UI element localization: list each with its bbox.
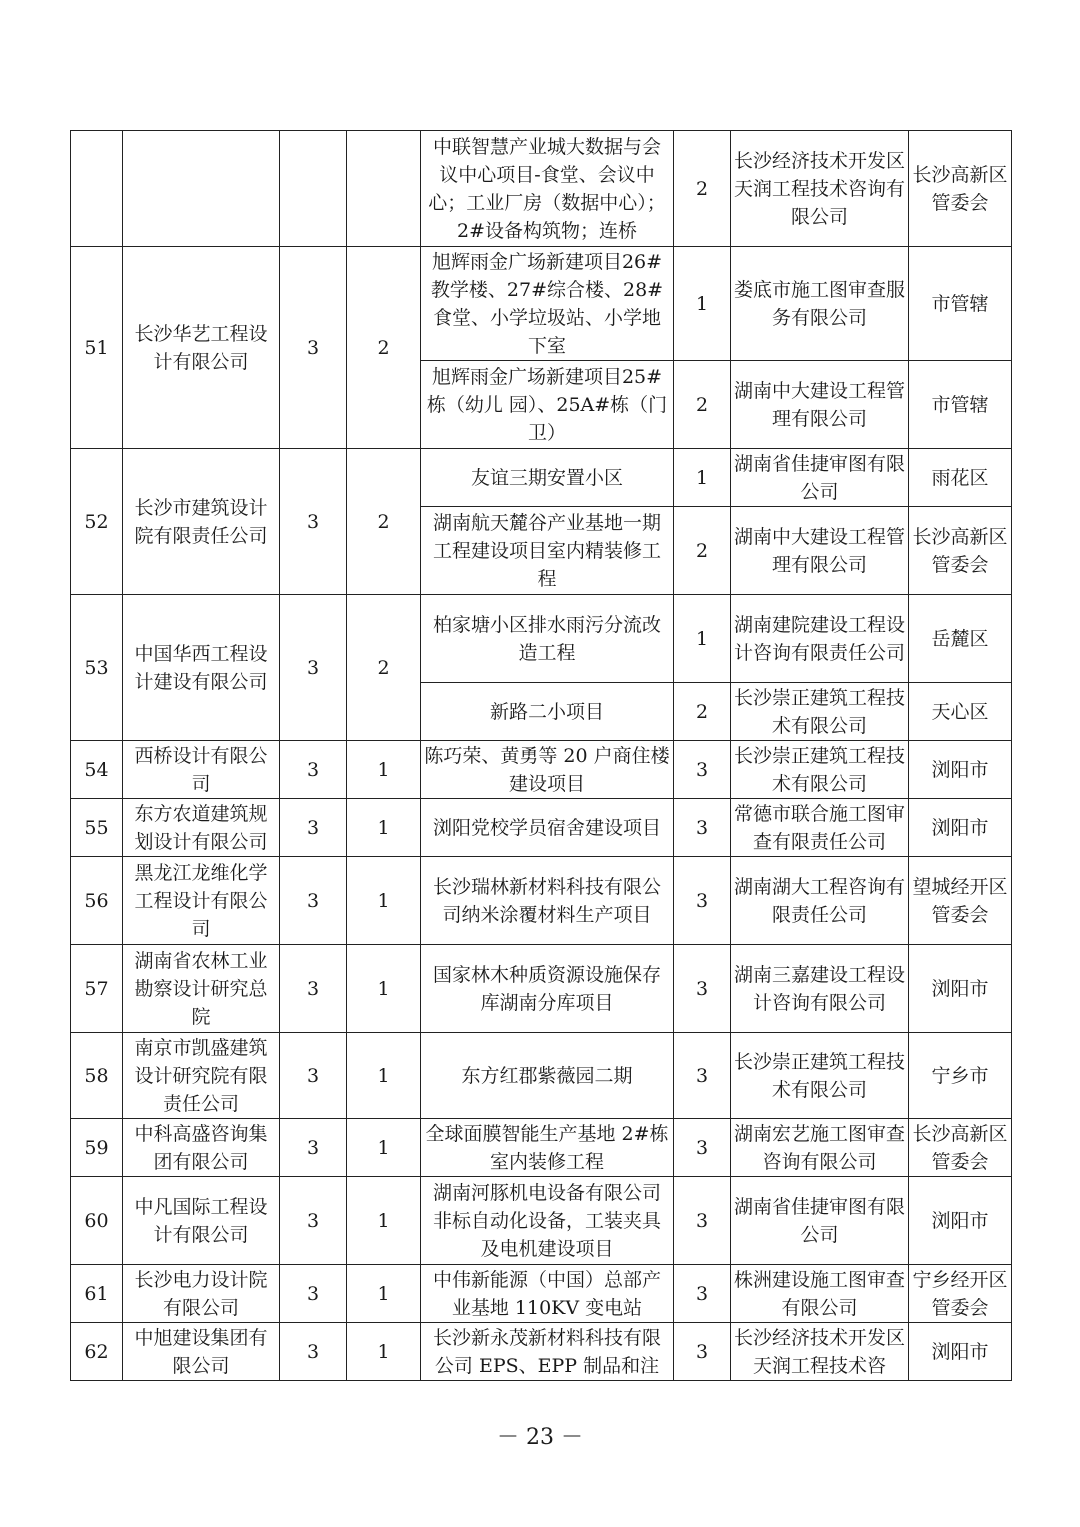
- col-b-cell: 1: [347, 1323, 421, 1381]
- col-b-cell: 1: [347, 945, 421, 1033]
- reviewer-cell: 湖南省佳捷审图有限公司: [731, 1177, 909, 1265]
- reviewer-cell: 湖南中大建设工程管理有限公司: [731, 361, 909, 449]
- project-review-table: [70, 130, 1012, 1381]
- col-a-cell: 3: [280, 741, 347, 799]
- authority-cell: 市管辖: [909, 361, 1012, 449]
- row-number-cell: 62: [71, 1323, 123, 1381]
- authority-cell: 望城经开区管委会: [909, 857, 1012, 945]
- project-cell: 长沙瑞林新材料科技有限公司纳米涂覆材料生产项目: [421, 857, 674, 945]
- authority-cell: 长沙高新区管委会: [909, 131, 1012, 247]
- col-b-cell: 2: [347, 247, 421, 449]
- count-cell: 3: [674, 741, 731, 799]
- authority-cell: 浏阳市: [909, 1323, 1012, 1381]
- reviewer-cell: 湖南中大建设工程管理有限公司: [731, 507, 909, 595]
- reviewer-cell: 长沙崇正建筑工程技术有限公司: [731, 1033, 909, 1119]
- project-cell: 友谊三期安置小区: [421, 449, 674, 507]
- project-cell: 国家林木种质资源设施保存库湖南分库项目: [421, 945, 674, 1033]
- count-cell: 3: [674, 857, 731, 945]
- authority-cell: 宁乡经开区管委会: [909, 1265, 1012, 1323]
- authority-cell: 浏阳市: [909, 799, 1012, 857]
- row-number-cell: 55: [71, 799, 123, 857]
- row-number-cell: [71, 131, 123, 247]
- authority-cell: 雨花区: [909, 449, 1012, 507]
- count-cell: 3: [674, 1033, 731, 1119]
- reviewer-cell: 湖南湖大工程咨询有限责任公司: [731, 857, 909, 945]
- reviewer-cell: 湖南省佳捷审图有限公司: [731, 449, 909, 507]
- authority-cell: 天心区: [909, 683, 1012, 741]
- authority-cell: 宁乡市: [909, 1033, 1012, 1119]
- col-a-cell: 3: [280, 1033, 347, 1119]
- company-cell: 中国华西工程设计建设有限公司: [123, 595, 280, 741]
- project-cell: 长沙新永茂新材料科技有限公司 EPS、EPP 制品和注: [421, 1323, 674, 1381]
- count-cell: 3: [674, 799, 731, 857]
- col-b-cell: 1: [347, 1033, 421, 1119]
- reviewer-cell: 长沙崇正建筑工程技术有限公司: [731, 683, 909, 741]
- row-number-cell: 53: [71, 595, 123, 741]
- table-row: [71, 1177, 1012, 1265]
- row-number-cell: 52: [71, 449, 123, 595]
- table-row: [71, 247, 1012, 361]
- col-a-cell: [280, 131, 347, 247]
- count-cell: 1: [674, 449, 731, 507]
- project-cell: 中伟新能源（中国）总部产业基地 110KV 变电站: [421, 1265, 674, 1323]
- project-cell: 湖南航天麓谷产业基地一期工程建设项目室内精装修工程: [421, 507, 674, 595]
- row-number-cell: 56: [71, 857, 123, 945]
- authority-cell: 浏阳市: [909, 945, 1012, 1033]
- row-number-cell: 60: [71, 1177, 123, 1265]
- project-cell: 旭辉雨金广场新建项目26#教学楼、27#综合楼、28#食堂、小学垃圾站、小学地下室: [421, 247, 674, 361]
- project-cell: 陈巧荣、黄勇等 20 户商住楼建设项目: [421, 741, 674, 799]
- table-row: [71, 595, 1012, 683]
- col-a-cell: 3: [280, 247, 347, 449]
- reviewer-cell: 常德市联合施工图审查有限责任公司: [731, 799, 909, 857]
- table-row: [71, 945, 1012, 1033]
- col-a-cell: 3: [280, 945, 347, 1033]
- reviewer-cell: 长沙经济技术开发区天润工程技术咨询有限公司: [731, 131, 909, 247]
- company-cell: [123, 131, 280, 247]
- reviewer-cell: 长沙经济技术开发区天润工程技术咨: [731, 1323, 909, 1381]
- table-row: [71, 1265, 1012, 1323]
- reviewer-cell: 湖南三嘉建设工程设计咨询有限公司: [731, 945, 909, 1033]
- col-a-cell: 3: [280, 449, 347, 595]
- company-cell: 中科高盛咨询集团有限公司: [123, 1119, 280, 1177]
- count-cell: 2: [674, 507, 731, 595]
- table-row: [71, 857, 1012, 945]
- table-row: [71, 1119, 1012, 1177]
- count-cell: 3: [674, 1177, 731, 1265]
- table-row: [71, 1323, 1012, 1381]
- company-cell: 南京市凯盛建筑设计研究院有限责任公司: [123, 1033, 280, 1119]
- table-row: [71, 449, 1012, 507]
- count-cell: 3: [674, 1323, 731, 1381]
- company-cell: 中旭建设集团有限公司: [123, 1323, 280, 1381]
- col-b-cell: 1: [347, 857, 421, 945]
- col-a-cell: 3: [280, 1177, 347, 1265]
- authority-cell: 市管辖: [909, 247, 1012, 361]
- table-row: [71, 131, 1012, 247]
- project-cell: 柏家塘小区排水雨污分流改造工程: [421, 595, 674, 683]
- company-cell: 东方农道建筑规划设计有限公司: [123, 799, 280, 857]
- authority-cell: 长沙高新区管委会: [909, 1119, 1012, 1177]
- reviewer-cell: 娄底市施工图审查服务有限公司: [731, 247, 909, 361]
- count-cell: 3: [674, 1119, 731, 1177]
- authority-cell: 长沙高新区管委会: [909, 507, 1012, 595]
- project-cell: 全球面膜智能生产基地 2#栋室内装修工程: [421, 1119, 674, 1177]
- reviewer-cell: 湖南宏艺施工图审查咨询有限公司: [731, 1119, 909, 1177]
- col-a-cell: 3: [280, 1265, 347, 1323]
- company-cell: 中凡国际工程设计有限公司: [123, 1177, 280, 1265]
- authority-cell: 浏阳市: [909, 1177, 1012, 1265]
- count-cell: 1: [674, 595, 731, 683]
- col-b-cell: 1: [347, 741, 421, 799]
- col-a-cell: 3: [280, 857, 347, 945]
- count-cell: 1: [674, 247, 731, 361]
- col-a-cell: 3: [280, 1119, 347, 1177]
- count-cell: 3: [674, 945, 731, 1033]
- col-b-cell: 1: [347, 1265, 421, 1323]
- table-row: [71, 741, 1012, 799]
- reviewer-cell: 湖南建院建设工程设计咨询有限责任公司: [731, 595, 909, 683]
- col-b-cell: 1: [347, 799, 421, 857]
- authority-cell: 浏阳市: [909, 741, 1012, 799]
- reviewer-cell: 长沙崇正建筑工程技术有限公司: [731, 741, 909, 799]
- company-cell: 长沙市建筑设计院有限责任公司: [123, 449, 280, 595]
- row-number-cell: 54: [71, 741, 123, 799]
- col-a-cell: 3: [280, 1323, 347, 1381]
- col-b-cell: 1: [347, 1177, 421, 1265]
- count-cell: 3: [674, 1265, 731, 1323]
- count-cell: 2: [674, 131, 731, 247]
- project-cell: 新路二小项目: [421, 683, 674, 741]
- project-cell: 浏阳党校学员宿舍建设项目: [421, 799, 674, 857]
- project-cell: 东方红郡紫薇园二期: [421, 1033, 674, 1119]
- authority-cell: 岳麓区: [909, 595, 1012, 683]
- company-cell: 长沙华艺工程设计有限公司: [123, 247, 280, 449]
- col-a-cell: 3: [280, 595, 347, 741]
- reviewer-cell: 株洲建设施工图审查有限公司: [731, 1265, 909, 1323]
- col-b-cell: 1: [347, 1119, 421, 1177]
- col-b-cell: [347, 131, 421, 247]
- company-cell: 长沙电力设计院有限公司: [123, 1265, 280, 1323]
- company-cell: 湖南省农林工业勘察设计研究总院: [123, 945, 280, 1033]
- row-number-cell: 61: [71, 1265, 123, 1323]
- col-a-cell: 3: [280, 799, 347, 857]
- row-number-cell: 51: [71, 247, 123, 449]
- project-cell: 旭辉雨金广场新建项目25#栋（幼儿 园）、25A#栋（门卫）: [421, 361, 674, 449]
- col-b-cell: 2: [347, 595, 421, 741]
- project-cell: 中联智慧产业城大数据与会议中心项目-食堂、会议中心；工业厂房（数据中心）；2#设备构筑物；连桥: [421, 131, 674, 247]
- count-cell: 2: [674, 683, 731, 741]
- company-cell: 西桥设计有限公司: [123, 741, 280, 799]
- company-cell: 黑龙江龙维化学工程设计有限公司: [123, 857, 280, 945]
- table-row: [71, 1033, 1012, 1119]
- project-cell: 湖南河豚机电设备有限公司非标自动化设备，工装夹具及电机建设项目: [421, 1177, 674, 1265]
- page-number: － 23 －: [497, 1425, 583, 1450]
- table-row: [71, 799, 1012, 857]
- row-number-cell: 58: [71, 1033, 123, 1119]
- row-number-cell: 57: [71, 945, 123, 1033]
- row-number-cell: 59: [71, 1119, 123, 1177]
- col-b-cell: 2: [347, 449, 421, 595]
- count-cell: 2: [674, 361, 731, 449]
